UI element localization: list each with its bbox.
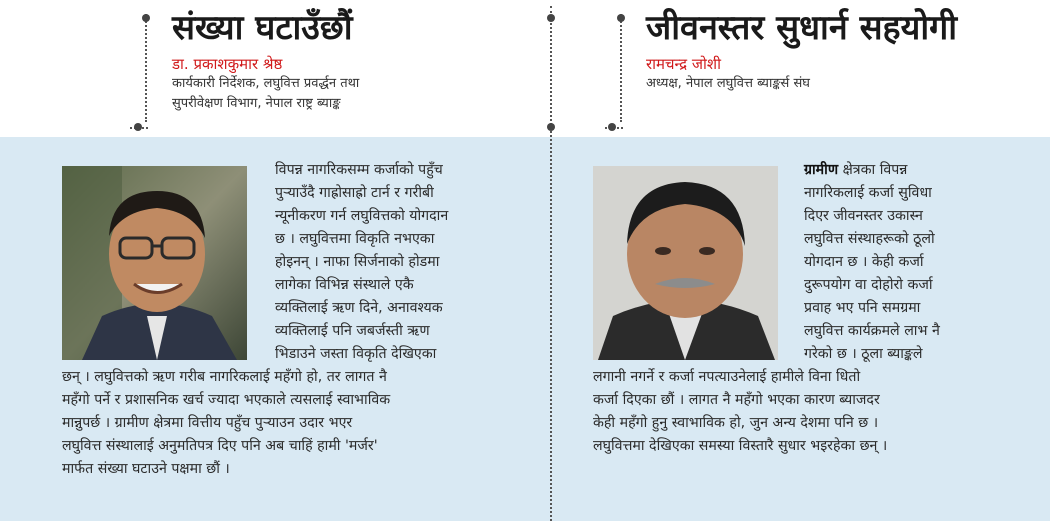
- left-header-rule: [145, 14, 147, 122]
- left-body-wide: [62, 366, 390, 481]
- right-body-line: लघुवित्त संस्थाहरूको ठूलो: [804, 231, 935, 247]
- left-title: संख्या घटाउँछौं: [172, 8, 353, 48]
- left-rule-dot-top: [142, 14, 150, 22]
- left-body: [275, 159, 448, 366]
- right-body-line-first: [804, 159, 940, 182]
- right-body-line: लगानी नगर्ने र कर्जा नपत्याउनेलाई हामीले विना धितो: [593, 369, 861, 385]
- right-rule-dot-bottom: [608, 123, 616, 131]
- left-body-line: मान्नुपर्छ । ग्रामीण क्षेत्रमा वित्तीय पहुँच पुर्‍याउन उदार भएर: [62, 415, 353, 431]
- right-title: जीवनस्तर सुधार्न सहयोगी: [646, 8, 958, 48]
- left-author: डा. प्रकाशकुमार श्रेष्ठ: [172, 55, 283, 73]
- center-divider: [550, 6, 552, 521]
- right-body-line: गरेको छ । ठूला ब्याङ्कले: [804, 346, 923, 362]
- right-header: [646, 8, 957, 94]
- right-header-rule: [620, 14, 622, 122]
- right-body-line: दिएर जीवनस्तर उकास्न: [804, 208, 923, 224]
- right-body-wide: [593, 366, 887, 458]
- left-body-line: मार्फत संख्या घटाउने पक्षमा छौं ।: [62, 461, 230, 477]
- left-body-line: होइनन् । नाफा सिर्जनाको होडमा: [275, 254, 440, 270]
- right-body-line: केही महँगो हुनु स्वाभाविक हो, जुन अन्य देशमा पनि छ ।: [593, 415, 879, 431]
- left-rule-dot-bottom: [134, 123, 142, 131]
- right-author: रामचन्द्र जोशी: [646, 55, 721, 73]
- right-body-line: दुरूपयोग वा दोहोरो कर्जा: [804, 277, 933, 293]
- right-role-line-1: अध्यक्ष, नेपाल लघुवित्त ब्याङ्कर्स संघ: [646, 76, 810, 91]
- right-rule-dot-top: [617, 14, 625, 22]
- right-body-line: नागरिकलाई कर्जा सुविधा: [804, 185, 932, 201]
- left-header: [172, 8, 359, 114]
- divider-dot-mid: [547, 123, 555, 131]
- left-author-photo: [62, 166, 247, 360]
- left-body-line: छ । लघुवित्तमा विकृति नभएका: [275, 231, 435, 247]
- divider-dot-top: [547, 14, 555, 22]
- left-body-line: लागेका विभिन्न संस्थाले एकै: [275, 277, 414, 293]
- right-body-line: प्रवाह भए पनि समग्रमा: [804, 300, 921, 316]
- left-body-line: न्यूनीकरण गर्न लघुवित्तको योगदान: [275, 208, 449, 224]
- right-author-photo: [593, 166, 778, 360]
- left-role-line-2: सुपरीवेक्षण विभाग, नेपाल राष्ट्र ब्याङ्क: [172, 96, 341, 111]
- left-body-line: पुर्‍याउँदै गाह्रोसाह्रो टार्न र गरीबी: [275, 185, 434, 201]
- left-body-line: महँगो पर्ने र प्रशासनिक खर्च ज्यादा भएकाले त्यसलाई स्वाभाविक: [62, 392, 391, 408]
- right-lead-bold: ग्रामीण: [804, 162, 839, 178]
- right-body-line: लघुवित्तमा देखिएका समस्या विस्तारै सुधार भइरहेका छन् ।: [593, 438, 888, 454]
- right-body-line: लघुवित्त कार्यक्रमले लाभ नै: [804, 323, 940, 339]
- left-body-line: लघुवित्त संस्थालाई अनुमतिपत्र दिए पनि अब चाहिं हामी 'मर्जर': [62, 438, 378, 454]
- left-body-line: व्यक्तिलाई ऋण दिने, अनावश्यक: [275, 300, 443, 316]
- right-body-line: योगदान छ । केही कर्जा: [804, 254, 924, 270]
- right-body-line: क्षेत्रका विपन्न: [838, 162, 908, 178]
- left-body-line: विपन्न नागरिकसम्म कर्जाको पहुँच: [275, 162, 443, 178]
- left-body-line: व्यक्तिलाई पनि जबर्जस्ती ऋण: [275, 323, 430, 339]
- right-body-line: कर्जा दिएका छौं । लागत नै महँगो भएका कारण ब्याजदर: [593, 392, 880, 408]
- left-role-line-1: कार्यकारी निर्देशक, लघुवित्त प्रवर्द्धन तथा: [172, 76, 360, 91]
- left-body-line: भिडाउने जस्ता विकृति देखिएका: [275, 346, 437, 362]
- left-body-line: छन् । लघुवित्तको ऋण गरीब नागरिकलाई महँगो हो, तर लागत नै: [62, 369, 387, 385]
- right-body: [804, 159, 940, 366]
